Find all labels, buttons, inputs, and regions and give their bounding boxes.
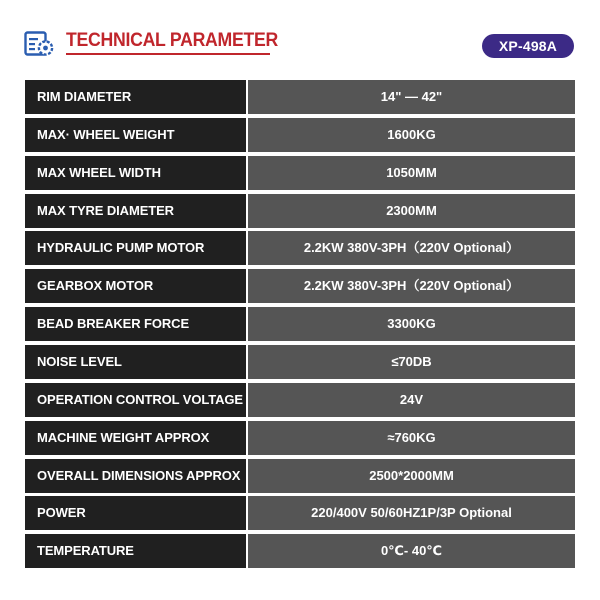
spec-value: ≤70DB <box>248 345 575 379</box>
spec-value: 220/400V 50/60HZ1P/3P Optional <box>248 496 575 530</box>
spec-value: 2500*2000MM <box>248 459 575 493</box>
spec-value: 3300KG <box>248 307 575 341</box>
page-header <box>0 0 600 80</box>
table-row <box>25 459 575 493</box>
spec-label: OPERATION CONTROL VOLTAGE <box>25 383 246 417</box>
spec-label: MACHINE WEIGHT APPROX <box>25 421 246 455</box>
title-underline <box>66 53 270 55</box>
spec-value: 2300MM <box>248 194 575 228</box>
table-row <box>25 80 575 114</box>
table-row <box>25 345 575 379</box>
page-title: TECHNICAL PARAMETER <box>66 30 278 51</box>
table-row <box>25 269 575 303</box>
document-gear-icon <box>24 31 54 57</box>
table-row <box>25 118 575 152</box>
model-badge: XP-498A <box>482 34 574 58</box>
table-row <box>25 496 575 530</box>
spec-value: 1600KG <box>248 118 575 152</box>
spec-label: HYDRAULIC PUMP MOTOR <box>25 231 246 265</box>
spec-value: 2.2KW 380V-3PH（220V Optional） <box>248 269 575 303</box>
table-row <box>25 534 575 568</box>
spec-label: RIM DIAMETER <box>25 80 246 114</box>
spec-value: 24V <box>248 383 575 417</box>
spec-label: MAX WHEEL WIDTH <box>25 156 246 190</box>
spec-label: POWER <box>25 496 246 530</box>
table-row <box>25 231 575 265</box>
spec-value: 14" — 42" <box>248 80 575 114</box>
spec-label: NOISE LEVEL <box>25 345 246 379</box>
table-row <box>25 156 575 190</box>
table-row <box>25 307 575 341</box>
spec-label: OVERALL DIMENSIONS APPROX <box>25 459 246 493</box>
spec-value: 1050MM <box>248 156 575 190</box>
spec-value: 0℃- 40℃ <box>248 534 575 568</box>
table-row <box>25 383 575 417</box>
spec-label: BEAD BREAKER FORCE <box>25 307 246 341</box>
spec-value: ≈760KG <box>248 421 575 455</box>
table-row <box>25 194 575 228</box>
spec-label: TEMPERATURE <box>25 534 246 568</box>
spec-label: MAX TYRE DIAMETER <box>25 194 246 228</box>
spec-label: MAX· WHEEL WEIGHT <box>25 118 246 152</box>
spec-value: 2.2KW 380V-3PH（220V Optional） <box>248 231 575 265</box>
table-row <box>25 421 575 455</box>
spec-label: GEARBOX MOTOR <box>25 269 246 303</box>
